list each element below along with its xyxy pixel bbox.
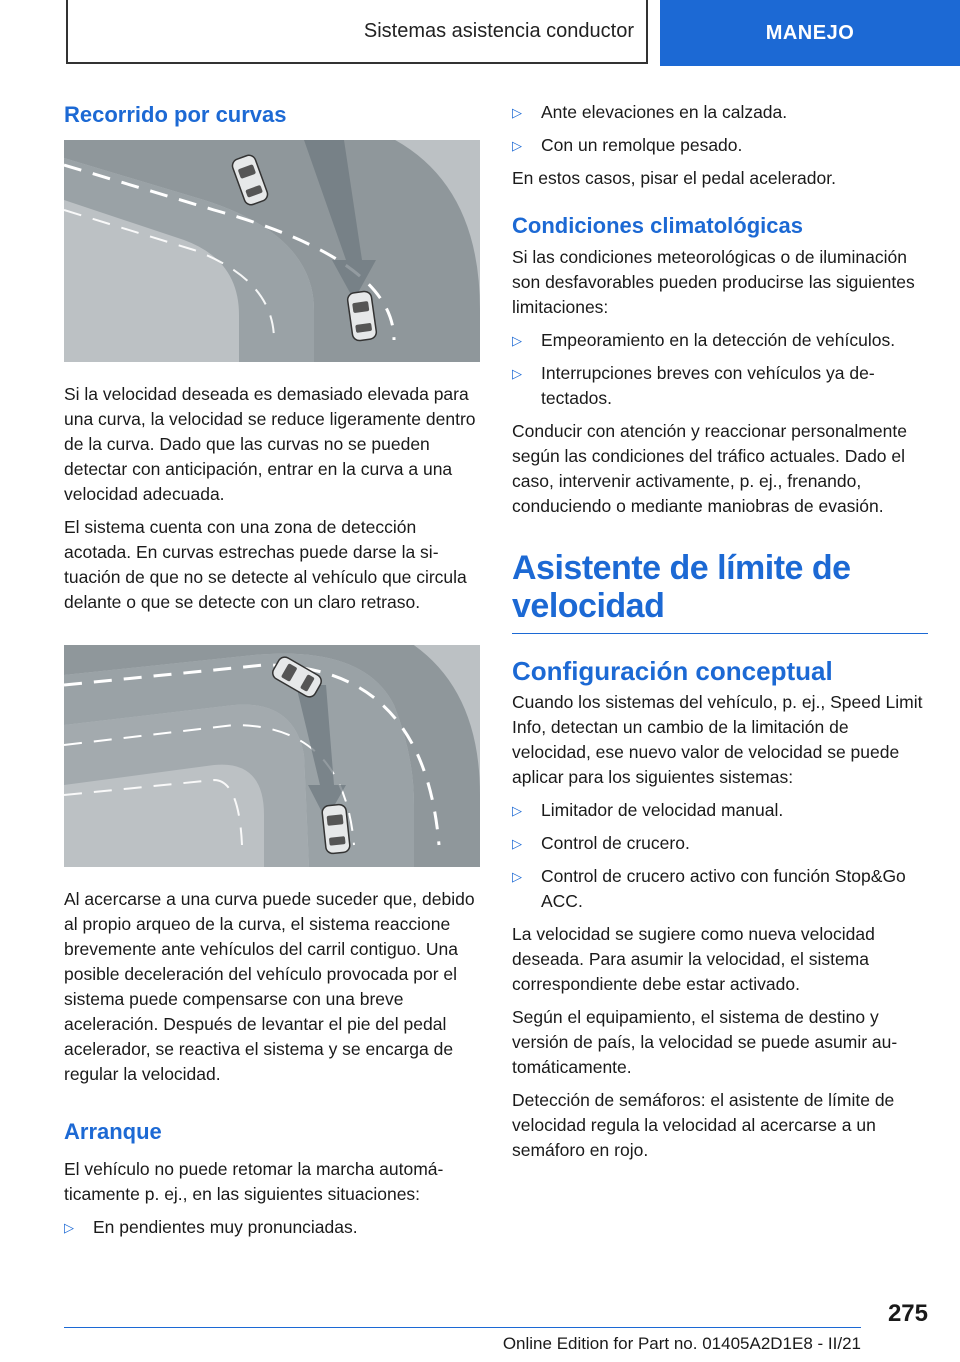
bullet-triangle-icon: ▷	[512, 836, 522, 851]
heading-climate: Condiciones climatológicas	[512, 213, 803, 238]
target-systems-list	[512, 798, 928, 914]
para-curves-2: El sistema cuenta con una zona de detección acotada. En curvas estrechas puede darse la situación de que no se detecte al vehículo que circula delante o que se detecte con un claro retraso.	[64, 517, 467, 612]
heading-curves: Recorrido por curvas	[64, 102, 287, 127]
curve-illustration-1	[64, 140, 480, 362]
para-climate: Si las condiciones meteorológicas o de iluminación son desfavorables pueden producirse las siguientes limitaciones:	[512, 247, 915, 317]
left-column	[64, 100, 480, 1248]
heading-concept: Configuración conceptual	[512, 656, 833, 686]
heading-speed-limit-assistant: Asistente de límite de velocidad	[512, 549, 851, 625]
curve-diagram-1	[64, 140, 480, 362]
speed-limit-heading-block	[512, 549, 928, 634]
start-conditions-list-cont	[512, 100, 928, 158]
para-accelerator: En estos casos, pisar el pedal acelerador.	[512, 168, 836, 188]
bullet-triangle-icon: ▷	[512, 105, 522, 120]
bullet-triangle-icon: ▷	[512, 366, 522, 381]
para-curves-1: Si la velocidad deseada es demasiado elevada para una curva, la velocidad se reduce ligeramente dentro de la curva. Dado que las curvas no se pueden detectar con anticipación, entrar en la curva a una velocidad adecuada.	[64, 384, 476, 504]
chapter-title-text: Sistemas asistencia conductor	[363, 19, 634, 42]
list-item: ▷ En pendientes muy pronunciadas.	[64, 1215, 480, 1240]
para-drive-attentively: Conducir con atención y reaccionar personalmente según las condiciones del tráfico actuales. Dado el caso, intervenir activamente, p. ej., frenando, conduciendo o mediante maniobras de evasión.	[512, 421, 907, 516]
list-item: ▷ Empeoramiento en la detección de vehículos.	[512, 328, 928, 353]
para-traffic-lights: Detección de semáforos: el asistente de límite de velocidad regula la velocidad al acercarse a un semáforo en rojo.	[512, 1090, 895, 1160]
list-item: ▷ Control de crucero.	[512, 831, 928, 856]
curve-illustration-2	[64, 645, 480, 867]
heading-start: Arranque	[64, 1119, 162, 1144]
para-suggested-speed: La velocidad se sugiere como nueva velocidad deseada. Para asumir la velocidad, el sistema correspondiente debe estar activado.	[512, 924, 875, 994]
bullet-triangle-icon: ▷	[64, 1220, 74, 1235]
bullet-triangle-icon: ▷	[512, 803, 522, 818]
list-item: ▷ Limitador de velocidad manual.	[512, 798, 928, 823]
curve-diagram-2	[64, 645, 480, 867]
para-curves-3: Al acercarse a una curva puede suceder que, debido al propio arqueo de la curva, el sistema reaccione brevemente ante vehículos del carril contiguo. Una posible deceleración del vehículo provocada por el sistema puede compensarse con una breve aceleración. Después de levantar el pie del pedal acelerador, se reactiva el sistema y se encarga de regular la velocidad.	[64, 889, 475, 1084]
page-header	[0, 0, 960, 66]
section-tab-text: MANEJO	[765, 21, 855, 44]
para-concept: Cuando los sistemas del vehículo, p. ej., Speed Limit Info, detectan un cambio de la limitación de velocidad, ese nuevo valor de velocidad se puede aplicar para los siguientes sistemas:	[512, 692, 923, 787]
list-item: ▷ Interrupciones breves con vehículos ya detectados.	[512, 363, 875, 408]
right-column	[512, 100, 928, 1171]
page-number: 275	[887, 1300, 928, 1327]
list-item: ▷ Con un remolque pesado.	[512, 133, 928, 158]
start-conditions-list	[64, 1215, 480, 1240]
chapter-title	[66, 0, 648, 64]
list-item: ▷ Ante elevaciones en la calzada.	[512, 100, 928, 125]
climate-limitations-list	[512, 328, 928, 411]
para-equipment: Según el equipamiento, el sistema de destino y versión de país, la velocidad se puede asumir automáticamente.	[512, 1007, 898, 1077]
bullet-triangle-icon: ▷	[512, 869, 522, 884]
section-tab	[660, 0, 960, 66]
footer-edition: Online Edition for Part no. 01405A2D1E8 - II/21	[502, 1334, 861, 1353]
footer-divider	[64, 1327, 861, 1328]
list-item: ▷ Control de crucero activo con función Stop&Go ACC.	[512, 866, 906, 911]
bullet-triangle-icon: ▷	[512, 333, 522, 348]
para-start: El vehículo no puede retomar la marcha automáticamente p. ej., en las siguientes situaciones:	[64, 1159, 444, 1204]
bullet-triangle-icon: ▷	[512, 138, 522, 153]
